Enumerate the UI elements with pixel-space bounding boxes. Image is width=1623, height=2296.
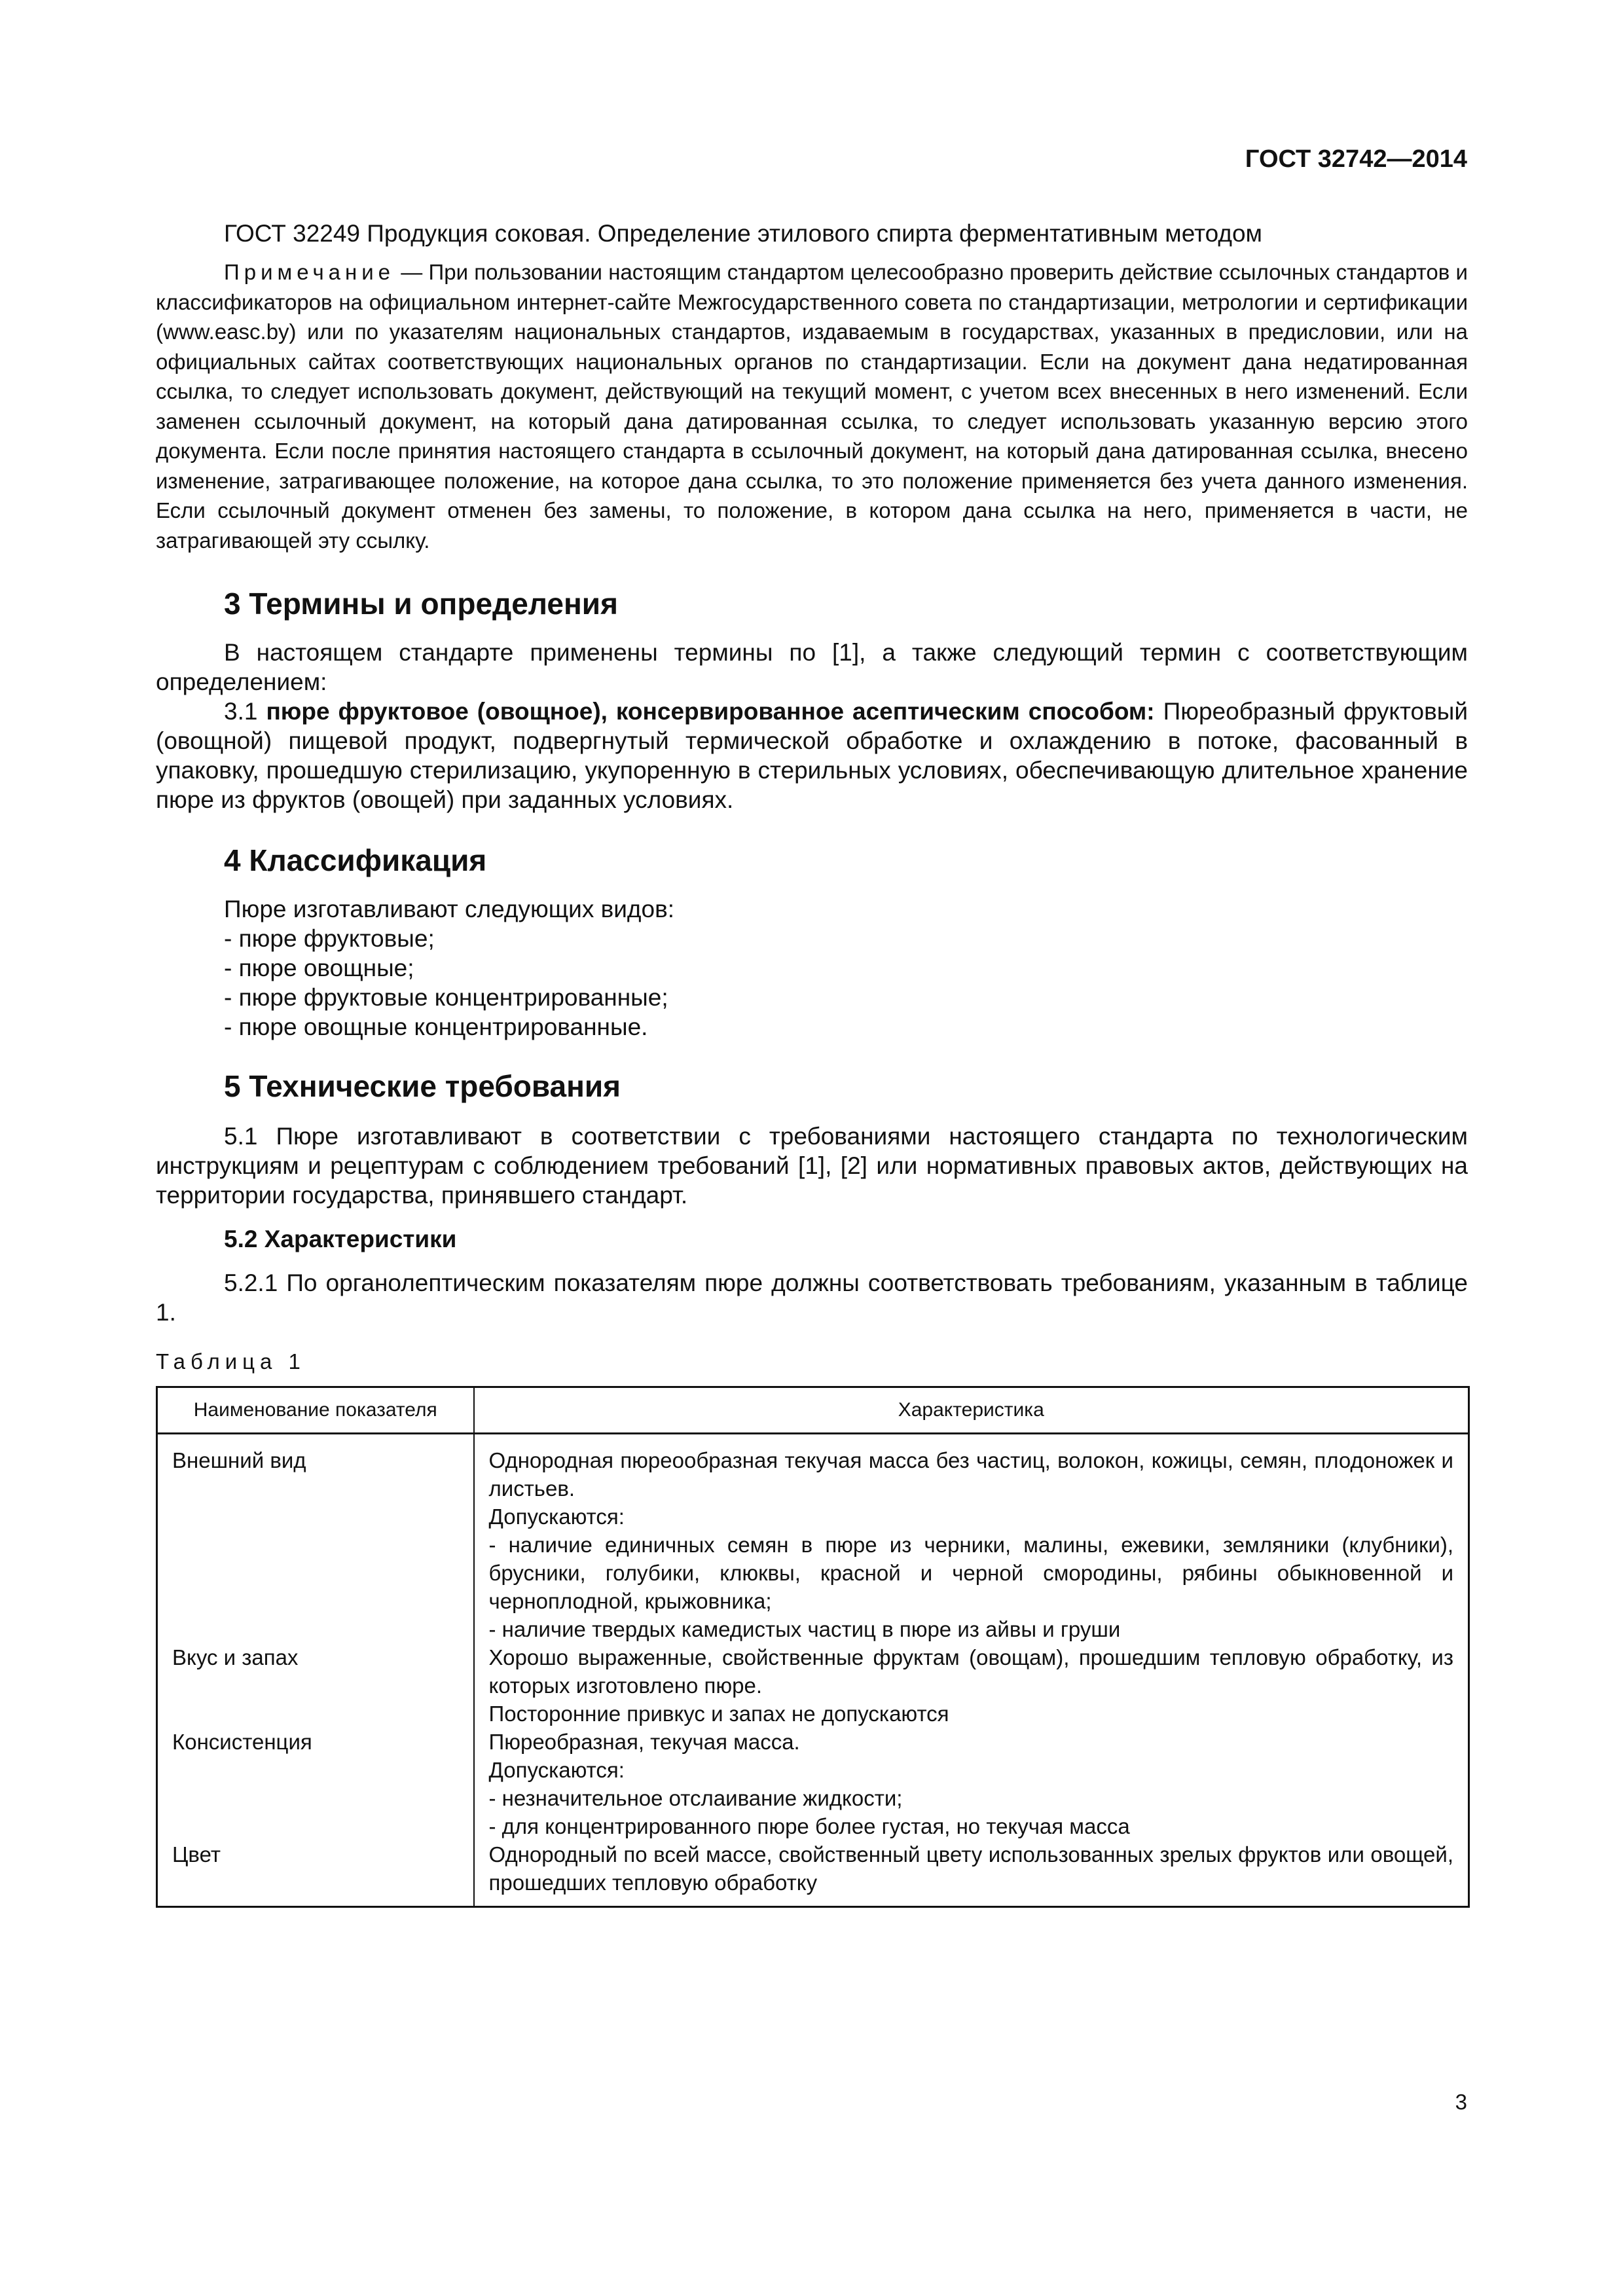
section-5-title: 5 Технические требования [224,1069,621,1103]
description-line: Однородный по всей массе, свойственный цвету использованных зрелых фруктов или овощей, прошедших тепловую обработку [488,1842,1453,1895]
row-name: Консистенция [157,1728,474,1840]
description-line: Допускаются: [488,1504,625,1529]
table-header-row [157,1387,1469,1434]
table-row [157,1434,1469,1644]
document-id: ГОСТ 32742—2014 [1245,145,1467,173]
description-line: Посторонние привкус и запах не допускаются [488,1702,949,1726]
description-line: Хорошо выраженные, свойственные фруктам (овощам), прошедшим тепловую обработку, из которых изготовлено пюре. [488,1645,1453,1698]
paragraph-5-2-1: 5.2.1 По органолептическим показателям пюре должны соответствовать требованиям, указанным в таблице 1. [156,1269,1468,1326]
description-line: - незначительное отслаивание жидкости; [488,1786,903,1810]
subsection-5-2-title: 5.2 Характеристики [224,1226,457,1252]
list-item: - пюре фруктовые концентрированные; [224,984,668,1011]
page-number: 3 [1455,2090,1467,2114]
section-3-intro: В настоящем стандарте применены термины по [1], а также следующий термин с соответствующим определением: [156,639,1468,695]
classification-list [156,924,1468,1042]
page-content [156,219,1468,1908]
row-name: Вкус и запах [157,1643,474,1728]
section-3-title: 3 Термины и определения [224,587,618,621]
table-row [157,1643,1469,1728]
characteristics-table [156,1386,1470,1908]
header-characteristic: Характеристика [474,1387,1469,1434]
reference-entry: ГОСТ 32249 Продукция соковая. Определение этилового спирта ферментативным методом [224,220,1262,247]
row-name: Внешний вид [157,1434,474,1644]
list-item: - пюре фруктовые; [224,925,435,952]
table-row [157,1840,1469,1907]
row-name: Цвет [157,1840,474,1907]
description-line: Пюреобразная, текучая масса. [488,1730,800,1754]
list-item: - пюре овощные; [224,955,414,981]
description-line: Допускаются: [488,1758,625,1782]
section-4-intro: Пюре изготавливают следующих видов: [224,896,675,922]
paragraph-5-1: 5.1 Пюре изготавливают в соответствии с требованиями настоящего стандарта по технологическим инструкциям и рецептурам с соблюдением требований [1], [2] или нормативных правовых актов, действующих на территории государства, принявшего стандарт. [156,1123,1468,1209]
table-row [157,1728,1469,1840]
note-text: — При пользовании настоящим стандартом целесообразно проверить действие ссылочных стандартов и классификаторов на официальном интернет-сайте Межгосударственного совета по стандартизации, метрологии и сертификации (www.easc.by) или по указателям национальных стандартов, издаваемым в государствах, указанных в предисловии, или на официальных сайтах соответствующих национальных органов по стандартизации. Если на документ дана недатированная ссылка, то следует использовать документ, действующий на текущий момент, с учетом всех внесенных в него изменений. Если заменен ссылочный документ, на который дана датированная ссылка, то следует использовать указанную версию этого документа. Если после принятия настоящего стандарта в ссылочный документ, на который дана датированная ссылка, внесено изменение, затрагивающее положение, на которое дана ссылка, то это положение применяется без учета данного изменения. Если ссылочный документ отменен без замены, то положение, в котором дана ссылка на него, применяется в части, не затрагивающей эту ссылку. [156,260,1468,553]
description-line: - наличие единичных семян в пюре из черники, малины, ежевики, земляники (клубники), брусники, голубики, клюквы, красной и черной смородины, рябины обыкновенной и черноплодной, крыжовника; [488,1533,1453,1613]
reference-note [156,257,1468,555]
term-number: 3.1 [224,698,258,725]
description-line: Однородная пюреообразная текучая масса без частиц, волокон, кожицы, семян, плодоножек и листьев. [488,1448,1453,1501]
row-description [474,1434,1469,1644]
list-item: - пюре овощные концентрированные. [224,1013,648,1040]
header-indicator: Наименование показателя [157,1387,474,1434]
term-definition [156,697,1468,814]
section-4-title: 4 Классификация [224,843,487,877]
row-description [474,1840,1469,1907]
description-line: - наличие твердых камедистых частиц в пюре из айвы и груши [488,1617,1121,1641]
table-caption: Таблица 1 [156,1349,306,1374]
row-description [474,1728,1469,1840]
term-text: Пюреобразный фруктовый (овощной) пищевой продукт, подвергнутый термической обработке и охлаждению в потоке, фасованный в упаковку, прошедшую стерилизацию, укупоренную в стерильных условиях, обеспечивающую длительное хранение пюре из фруктов (овощей) при заданных условиях. [156,698,1468,813]
term-name: пюре фруктовое (овощное), консервированное асептическим способом: [266,698,1155,725]
note-label: Примечание [224,260,395,284]
description-line: - для концентрированного пюре более густая, но текучая масса [488,1814,1130,1838]
row-description [474,1643,1469,1728]
